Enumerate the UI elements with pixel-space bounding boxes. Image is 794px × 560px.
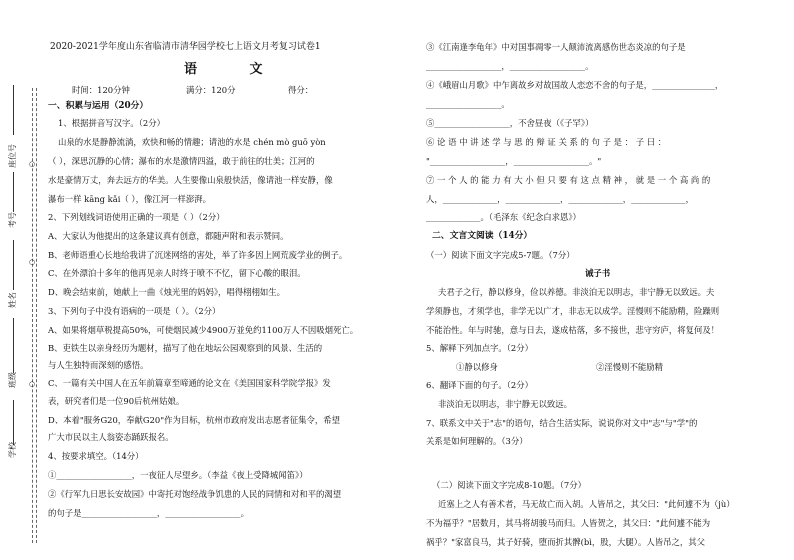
option-c-cont: 表，研究者们是一位90后杭州姑娘。 (48, 396, 185, 406)
passage-text: 不为福乎？"居数月，其马将胡骏马而归。人皆贺之，其父曰："此何遽不能为 (426, 518, 711, 528)
name-label: 姓名 (8, 292, 17, 308)
option-d: D、本着"服务G20，奉献G20"作为目标，杭州市政府发出志愿者征集令，希望 (48, 415, 340, 425)
section-heading: 一、积累与运用（20分） (48, 101, 149, 111)
fill-blank-4[interactable]: ④《峨眉山月歌》中乍离故乡对故国故人恋恋不舍的句子是，_______________， (426, 80, 724, 90)
fill-blank-6-answer[interactable]: "__________________，__________________。" (426, 156, 602, 166)
exam-time: 时间：120分钟 (72, 85, 130, 95)
option-b: B、吏铁生以亲身经历为题材，描写了他在地坛公园观察到的风景、生活的 (48, 343, 323, 353)
question-text: 山泉的水是静静流淌，欢快和畅的情趣；请池的水是 chén mò guō yòn (58, 137, 326, 147)
option-b: B、老师语重心长地给我讲了沉迷网络的害处，举了许多因上网荒废学业的例子。 (48, 250, 348, 260)
option-c: C、在外漂泊十多年的他再见亲人时终于喷不不忆，留下心酸的眼泪。 (48, 268, 306, 278)
question-text: 瀑布一样 kāng kǎi（ ），像江河一样澎湃。 (48, 194, 211, 204)
passage-text: 祸乎？"家富良马，其子好骑，堕而折其髀(bì，股，大腿）。人皆吊之，其父 (426, 537, 705, 547)
option-a: A、大家认为他提出的这条建议真有创意，都随声附和表示赞同。 (48, 231, 289, 241)
question-5-item-1[interactable]: ①静以修身 (456, 362, 498, 372)
binding-dashed-line (32, 88, 33, 543)
passage-text: 近塞上之人有善术者，马无故亡而入胡。人皆吊之，其父曰："此何遽不为（jù） (438, 499, 735, 509)
fill-blank-6: ⑥ 论 语 中 讲 述 学 与 思 的 辩 证 关 系 的 句 子 是 ： 子 曰 ： (426, 137, 667, 147)
question-text: 水是豪情万丈，奔去远方的华美。人生要像山泉般快活，像请池一样安静，像 (48, 175, 333, 185)
question-4: 4、按要求填空。（14分） (48, 451, 144, 461)
question-7-cont: 关系是如何理解的。（3分） (426, 436, 528, 446)
seat-number-label: 座位号 (8, 144, 17, 168)
passage-title: 诫子书 (585, 268, 611, 278)
fill-blank-4-answer[interactable]: __________________。 (426, 99, 510, 109)
passage-text: 夫君子之行，静以修身，俭以养德。非淡泊无以明志，非宁静无以致远。夫 (438, 287, 715, 297)
subsection-heading: （一）阅读下面文字完成5-7题。（7分） (426, 250, 575, 260)
exam-number-label: 考号 (8, 212, 17, 228)
question-6-sentence: 非淡泊无以明志，非宁静无以致远。 (438, 399, 572, 409)
question-text: （ ），深思沉静的心情；瀑布的水是激情四溢，敢于前往的壮美；江河的 (48, 156, 315, 166)
option-d: D、晚会结束前，她献上一曲《烛光里的妈妈》，唱得栩栩如生。 (48, 287, 286, 297)
binding-circle-icon: ○ (29, 380, 36, 388)
question-2: 2、下列划线词语使用正确的一项是（ ）（2分） (48, 212, 225, 222)
question-6: 6、翻译下面的句子。（2分） (426, 380, 533, 390)
fill-blank-7-source[interactable]: _____________。（毛泽东《纪念白求恩》） (426, 212, 581, 222)
section-heading: 二、文言文阅读（14分） (432, 231, 533, 241)
passage-text: 学须静也，才须学也，非学无以广才，非志无以成学。淫慢则不能励精，险躁则 (426, 306, 720, 316)
question-3: 3、下列句子中没有语病的一项是（ ）。（2分） (48, 306, 221, 316)
fill-blank-3: ③《江南逢李龟年》中对国事凋零一人颠沛流离感伤世态炎凉的句子是 (426, 42, 686, 52)
seat-number-blank[interactable] (13, 85, 14, 135)
binding-circle-icon: ○ (29, 258, 36, 266)
passage-text: 不能治性。年与时驰，意与日去，遂成枯落，多不接世，悲守穷庐，将复何及！ (426, 325, 720, 335)
fill-blank-7: ⑦ 一 个 人 的 能 力 有 大 小 但 只 要 有 这 点 精 神 ， 就 是 一 个 高 尚 的 (426, 175, 711, 185)
question-5-item-2[interactable]: ②淫慢则不能励精 (596, 362, 663, 372)
option-b-cont: 与人生独特而深刻的感悟。 (48, 360, 149, 370)
exam-title: 2020-2021学年度山东省临清市清华园学校七上语文月考复习试卷1 (50, 42, 321, 52)
binding-dashed-line (36, 88, 37, 543)
option-d-cont: 广大市民以主人翁姿态踊跃报名。 (48, 432, 174, 442)
option-c: C、一篇有关中国人在五年前篇章至啼通的论文在《美国国家科学院学报》发 (48, 378, 331, 388)
class-blank[interactable] (13, 318, 14, 373)
fill-blank-7-answer[interactable]: 人，_____________，_____________，_____________，_____________， (426, 194, 694, 204)
subsection-heading: （二）阅读下面文字完成8-10题。（7分） (432, 480, 586, 490)
binding-margin (0, 0, 40, 560)
full-score: 满分：120分 (186, 85, 236, 95)
subject-title: 语 文 (184, 62, 287, 77)
binding-circle-icon: ○ (29, 160, 36, 168)
question-1: 1、根据拼音写汉字。（2分） (58, 118, 165, 128)
option-a: A、如果将烟草税提高50%，可使烟民减少4900万並免约1100万人不因吸烟死亡。 (48, 325, 359, 335)
question-7: 7、联系文中关于"志"的语句，结合生活实际，说说你对文中"志"与"学"的 (426, 418, 698, 428)
fill-blank-3-answer[interactable]: __________________，__________________。 (426, 61, 594, 71)
exam-number-blank[interactable] (13, 172, 14, 212)
fill-blank-5[interactable]: ⑤__________________，不舍昼夜（《子罕》） (426, 118, 594, 128)
score-field[interactable]: 得分： (288, 85, 314, 95)
fill-blank-1[interactable]: ①__________________，一夜征人尽望乡。（李益《夜上受降城闻笛》） (48, 470, 308, 480)
school-blank[interactable] (13, 400, 14, 445)
fill-blank-2-answer[interactable]: 的句子是__________________，__________________。 (48, 508, 249, 518)
question-5: 5、解释下列加点字。（2分） (426, 343, 533, 353)
school-label: 学校 (8, 442, 17, 458)
name-blank[interactable] (13, 240, 14, 290)
fill-blank-2: ②《行军九日思长安故园》中寄托对饱经战争饥患的人民的同情和对和平的渴望 (48, 489, 342, 499)
class-label: 班级 (8, 372, 17, 388)
